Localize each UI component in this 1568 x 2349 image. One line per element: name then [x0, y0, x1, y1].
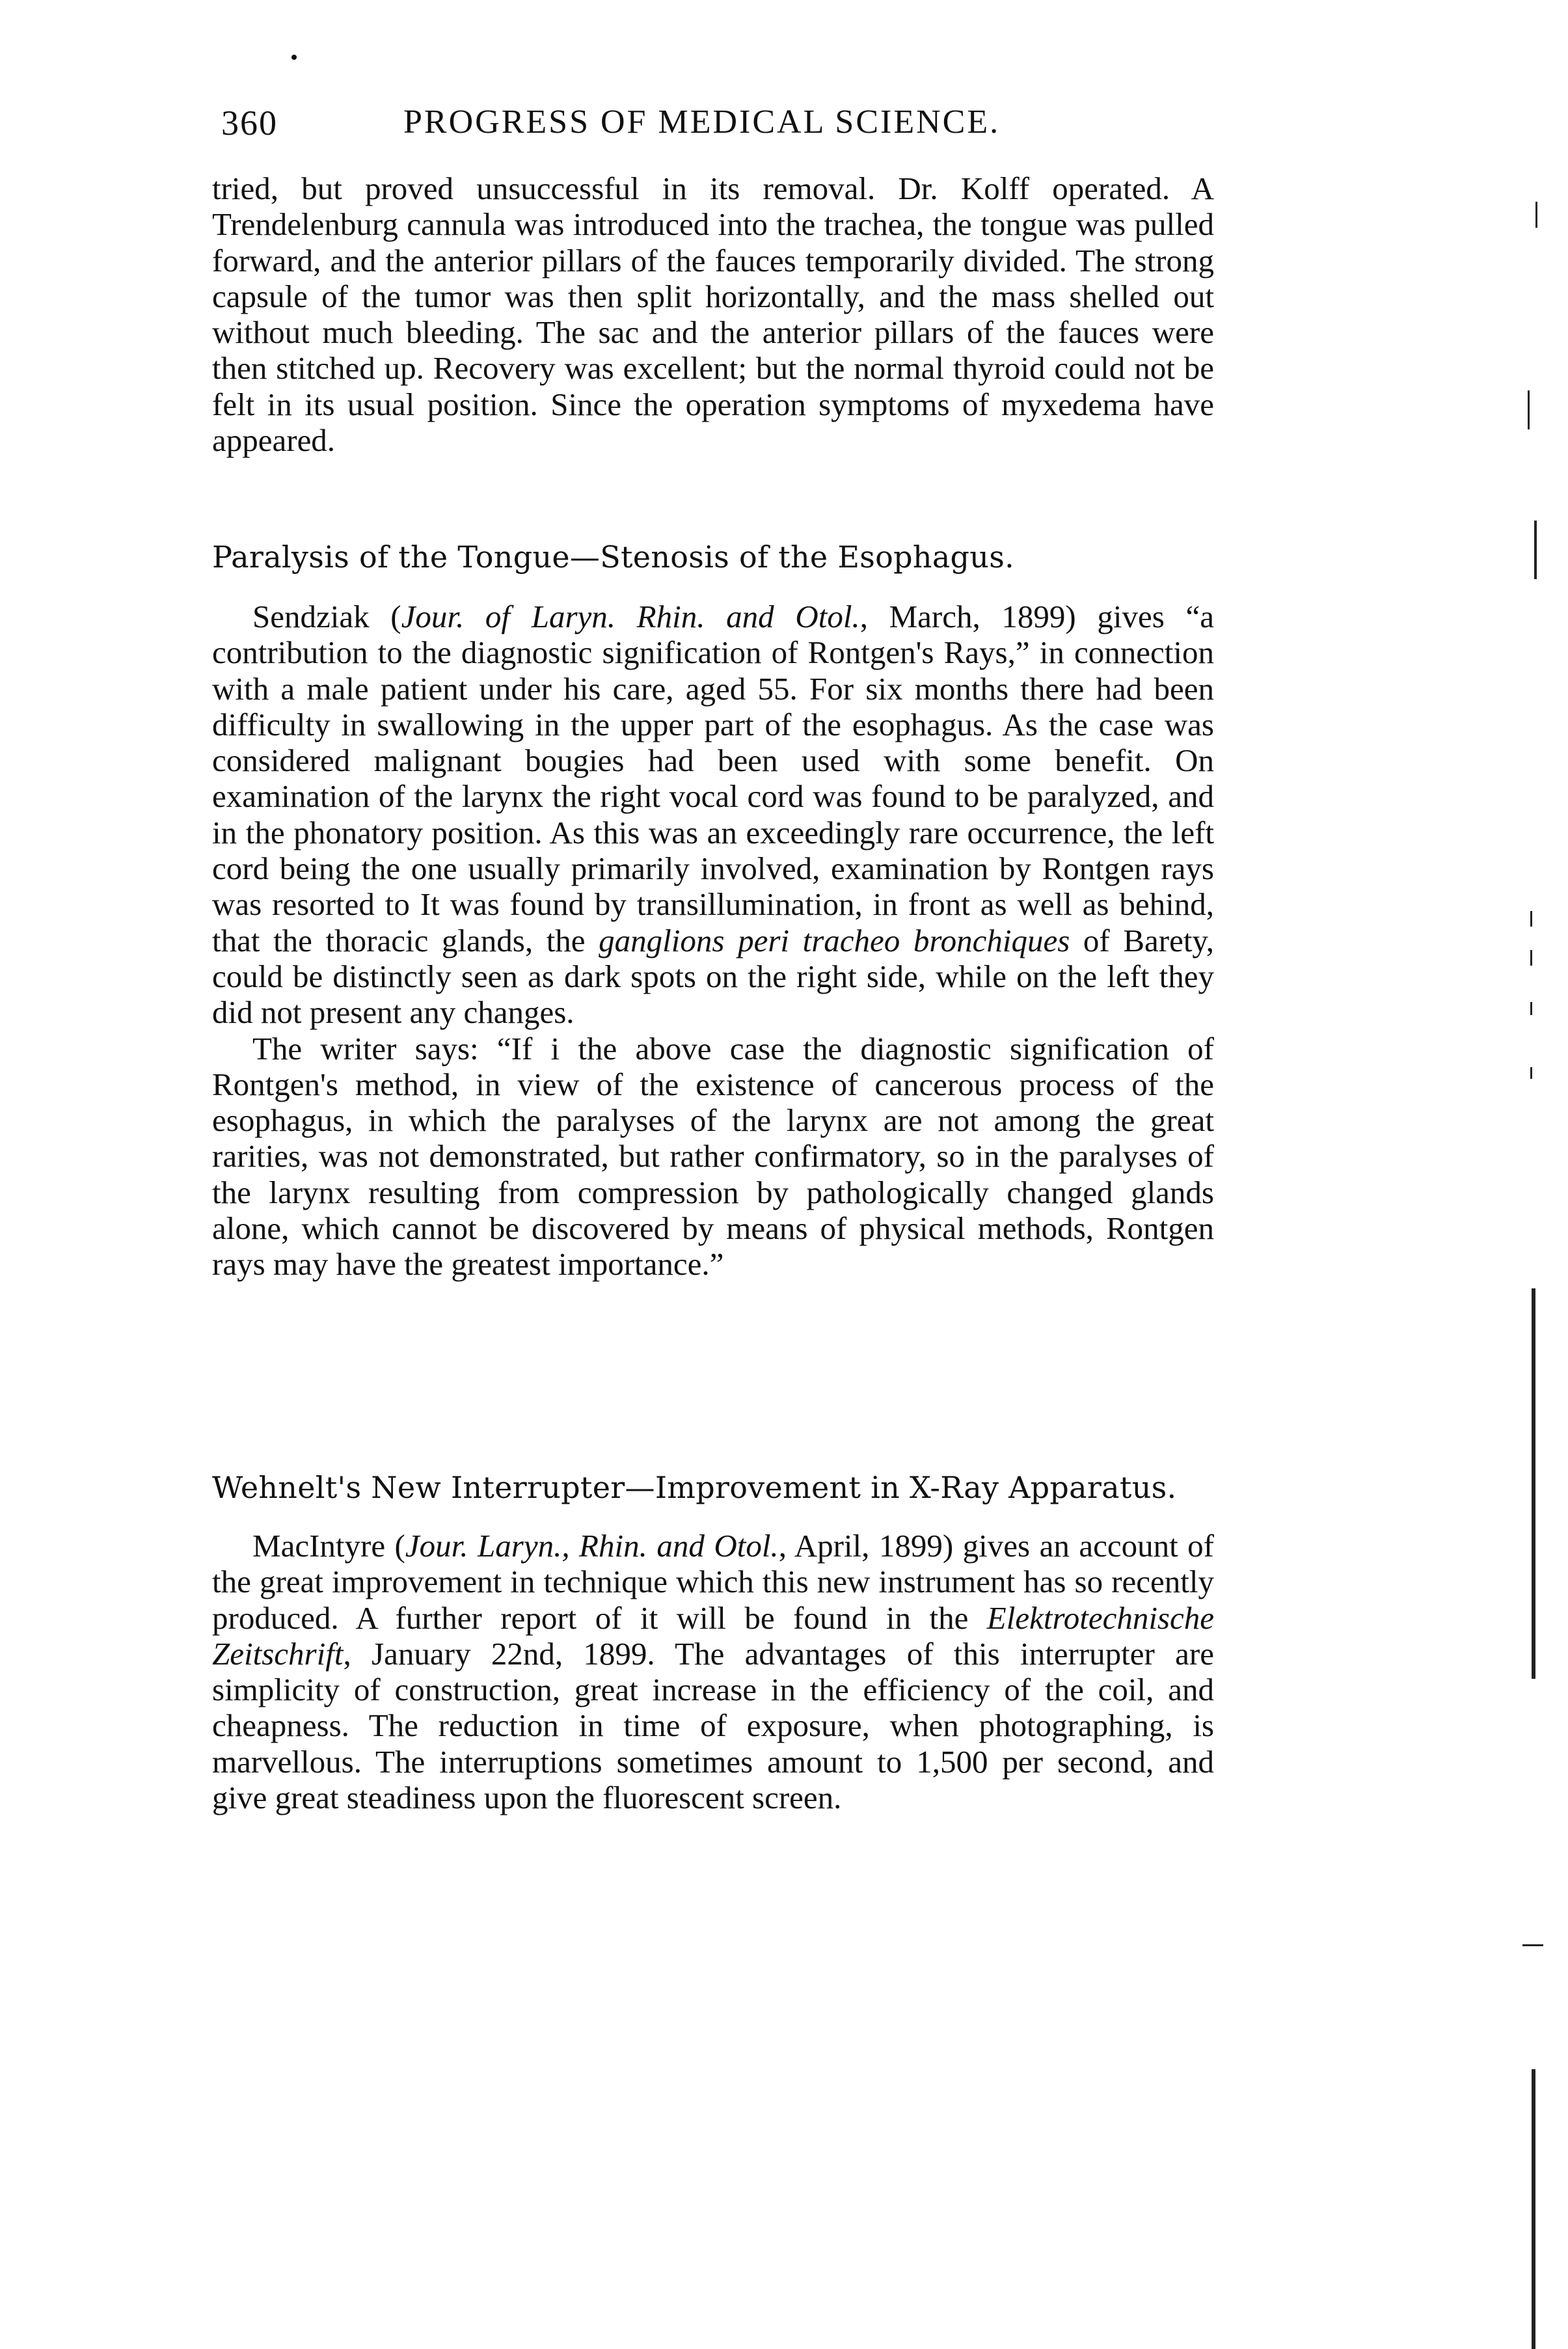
sendziak-journal: Jour. of Laryn. Rhin. and Otol.	[401, 599, 860, 634]
scan-edge-marks	[1516, 130, 1555, 2050]
continued-paragraph: tried, but proved unsuccessful in its removal. Dr. Kolff operated. A Trendelenburg cannula was introduced into the trachea, the tongue was pulled forward, and the anterior pillars of the fauces temporarily divided. The strong capsule of the tumor was then split horizontally, and the mass shelled out without much bleeding. The sac and the anterior pillars of the fauces were then stitched up. Recovery was excellent; but the normal thyroid could not be felt in its usual position. Since the operation symptoms of myxedema have appeared.	[212, 170, 1214, 459]
ganglions-term: ganglions peri tracheo bronchiques	[599, 922, 1070, 958]
macintyre-paragraph	[212, 1528, 1214, 1815]
paralysis-section-body	[212, 599, 1214, 1283]
section-heading-wehnelt: Wehnelt's New Interrupter—Improvement in X-Ray Apparatus.	[212, 1470, 1177, 1505]
macintyre-author: MacIntyre (	[252, 1528, 405, 1564]
page-number: 360	[221, 103, 278, 143]
macintyre-text-a: , April, 1899) gives an account of the great improvement in technique which this new instrument has so recently produced. A further report of it will be found in the	[212, 1528, 1214, 1636]
macintyre-journal: Jour. Laryn., Rhin. and Otol.	[405, 1528, 779, 1564]
running-title: PROGRESS OF MEDICAL SCIENCE.	[403, 103, 1001, 141]
sendziak-author: Sendziak (	[252, 599, 401, 634]
zeitschrift-title: Elektrotechnische Zeitschrift	[212, 1599, 1214, 1672]
sendziak-text-b: of Barety, could be distinctly seen as dark spots on the right side, while on the left they did not present any changes.	[212, 922, 1215, 1031]
sendziak-text-a: , March, 1899) gives “a contribution to the diagnostic signification of Rontgen's Rays,” in connection with a male patient under his care, aged 55. For six months there had been difficulty in swallowing in the upper part of the esophagus. As the case was considered malignant bougies had been used with some benefit. On examination of the larynx the right vocal cord was found to be paralyzed, and in the phonatory position. As this was an exceedingly rare occurrence, the left cord being the one usually primarily involved, examination by Rontgen rays was resorted to It was found by transillumination, in front as well as behind, that the thoracic glands, the	[212, 599, 1214, 958]
continued-paragraph-block	[212, 170, 1214, 458]
writer-quote-paragraph: The writer says: “If i the above case the diagnostic signification of Rontgen's method, in view of the existence of cancerous process of the esophagus, in which the paralyses of the larynx are not among the great rarities, was not demonstrated, but rather confirmatory, so in the paralyses of the larynx resulting from compression by pathologically changed glands alone, which cannot be discovered by means of physical methods, Rontgen rays may have the greatest importance.”	[212, 1030, 1214, 1283]
wehnelt-section-body	[212, 1528, 1214, 1815]
macintyre-text-b: , January 22nd, 1899. The advantages of this interrupter are simplicity of construction, great increase in the efficiency of the coil, and cheapness. The reduction in time of exposure, when photographing, is marvellous. The interruptions sometimes amount to 1,500 per second, and give great steadiness upon the fluorescent screen.	[212, 1635, 1214, 1816]
sendziak-paragraph	[212, 599, 1214, 1031]
page-header	[221, 98, 1210, 150]
print-speck	[291, 55, 297, 60]
section-heading-paralysis: Paralysis of the Tongue—Stenosis of the Esophagus.	[212, 539, 1015, 575]
